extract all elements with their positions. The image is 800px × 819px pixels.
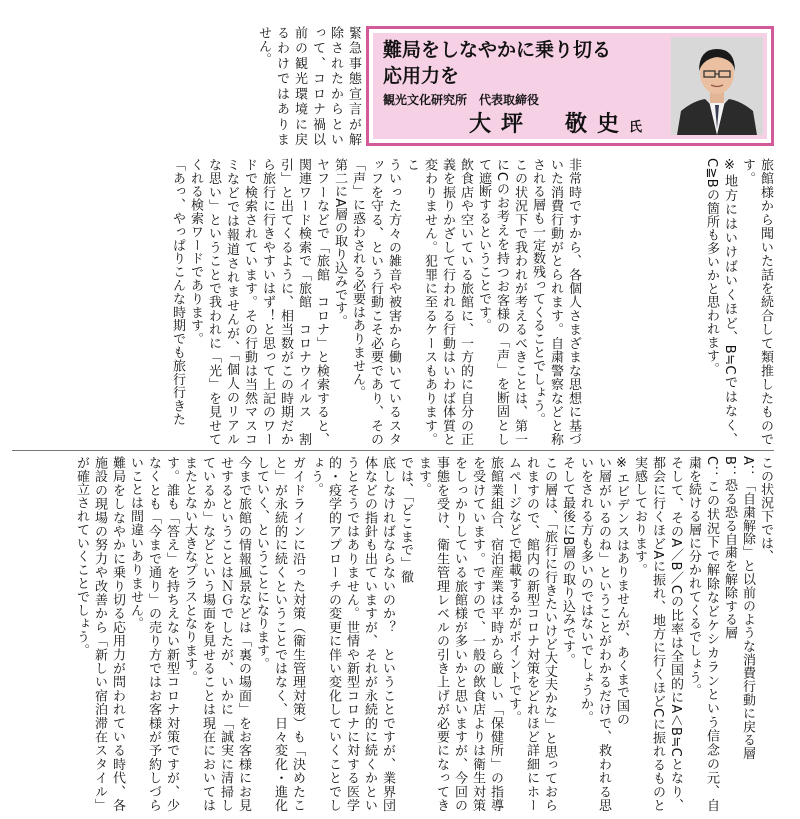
paragraph: この層は、「旅行に行きたいけど大丈夫かな」と思っておられますので、館内の新型コロナ対策をどれほど詳細にホームページなどで掲載するかがポイントです。 bbox=[506, 456, 557, 812]
author-name bbox=[469, 107, 642, 138]
paragraph: 旅館様から聞いた話を続合して類推したものです。 bbox=[740, 158, 773, 446]
headline bbox=[383, 37, 611, 89]
paragraph: 底しなければならないのか？ ということですが、業界団体などの指針も出ていますが、それが永続的に続くかというとそうではありません。世情や新型コロナに対する医学的・疫学的アプローチの変更に伴い変化していくことでしょう。 bbox=[308, 456, 395, 812]
band-divider bbox=[12, 450, 774, 451]
paragraph: 非常時ですから、各個人さまざまな思想に基づいた消費行動がとられます。自粛警察などと称される層も一定数残ってくることでしょう。 bbox=[530, 158, 581, 446]
paragraph: 緊急事態宣言が解除されたからといって、コロナ禍以前の観光環境に戻るわけではありません。 bbox=[256, 26, 361, 146]
paragraph: ヤフーなどで「旅館 コロナ」と検索すると、関連ワード検索で「旅館 コロナウイルス 割引」と出てくるように、相当数がこの時期だから旅行に行きやすいはず！と思って上記のワードで検索されています。その行動は当然マスコミなどでは報道されませんが、「個人のリアルな思い」ということで我われに「光」を見せてくれる検索ワードであります。 bbox=[188, 158, 329, 446]
paragraph: この状況下では、 bbox=[758, 456, 773, 564]
header-background bbox=[373, 33, 767, 139]
headline-line-1: 難局をしなやかに乗り切る bbox=[383, 39, 612, 61]
paragraph: 旅館業組合、宿泊産業は平時から厳しい「保健所」の指導を受けています。ですので、一般の飲食店よりは衛生対策をしっかりしている旅館様が多いかと思いますが、今回の事態を受け、衛生管理レベルの引き上げが必要になってきます。 bbox=[416, 456, 503, 812]
paragraph: B：恐る恐る自粛を解除する層 bbox=[722, 456, 737, 640]
column-top-1 bbox=[584, 158, 774, 446]
paragraph: A：「自粛解除」と以前のような消費行動に戻る層 bbox=[740, 456, 755, 761]
author-name-text: 大坪 敬史 bbox=[469, 112, 630, 137]
author-suffix: 氏 bbox=[629, 120, 643, 135]
paragraph: 第二にA層の取り込みです。 bbox=[332, 158, 347, 329]
paragraph: い層がいるのね」ということがわかるだけで、救われる思いをされる方も多いのではないでしょうか。 bbox=[578, 456, 611, 812]
paragraph: ガイドラインに沿った対策（衛生管理対策）も「決めたこと」が永続的に続くということではなく、日々変化・進化していく、ということになります。 bbox=[254, 456, 305, 812]
portrait-illustration bbox=[671, 37, 763, 135]
paragraph: ういった方々の雑音や被害から働いているスタッフを守る、という行動こそ必要であり、その「声」に惑わされる必要はありません。 bbox=[350, 158, 401, 446]
column-header-left bbox=[256, 26, 362, 146]
author-organization: 観光文化研究所 代表取締役 bbox=[383, 93, 540, 107]
paragraph: そして最後にB層の取り込みです。 bbox=[560, 456, 575, 667]
paragraph: 難局をしなやかに乗り切る応用力が問われている時代、各施設の現場の努力や改善から「新しい宿泊滞在スタイル」が確立されていくことでしょう。 bbox=[74, 456, 125, 812]
column-lower bbox=[12, 456, 774, 812]
paragraph: では、「どこまで」徹 bbox=[398, 456, 413, 584]
paragraph: ※エビデンスはありませんが、あくまで国の bbox=[614, 456, 629, 726]
portrait-photo-icon bbox=[671, 37, 763, 135]
paragraph: 飲食店や空いている旅館に、一方的に自分の正義を振りかざして行われる行動はいわば体質と変わりません。犯罪に至るケースもあります。こ bbox=[404, 158, 473, 446]
paragraph: 今まで旅館の情報風景などは「裏の場面」をお客様にお見せするということはＮＧでしたが、いかに「誠実に清掃しているか」などという場面を見せることは現在においてはまたとない大きなプラスとなります。 bbox=[182, 456, 251, 812]
article-header bbox=[366, 26, 774, 146]
column-top-2 bbox=[12, 158, 582, 446]
paragraph: この状況下で我われが考えるべきことは、第一にCのお考えを持つお客様の「声」を断固として遮断するということです。 bbox=[476, 158, 527, 446]
headline-line-2: 応用力を bbox=[383, 65, 460, 87]
paragraph: C：この状況下で解除などケシカランという信念の元、自粛を続ける層に分かれてくるでしょう。 bbox=[686, 456, 719, 812]
paragraph: 「あっ、やっぱりこんな時期でも旅行行きた bbox=[170, 158, 185, 426]
paragraph: そして、そのA／B／Cの比率は全国的にA＜B≒Cとなり、都会に行くほどAに振れ、地方に行くほどCに振れるものと実感しております。 bbox=[632, 456, 683, 812]
paragraph: す。誰も「答え」を持ちえない新型コロナ対策ですが、少なくとも「今まで通り」の売り方ではお客様が予約しづらいことは間違いありません。 bbox=[128, 456, 179, 812]
paragraph: ※地方にはいけばいくほど、B≒Cではなく、C≧Bの箇所も多いかと思われます。 bbox=[704, 158, 737, 446]
